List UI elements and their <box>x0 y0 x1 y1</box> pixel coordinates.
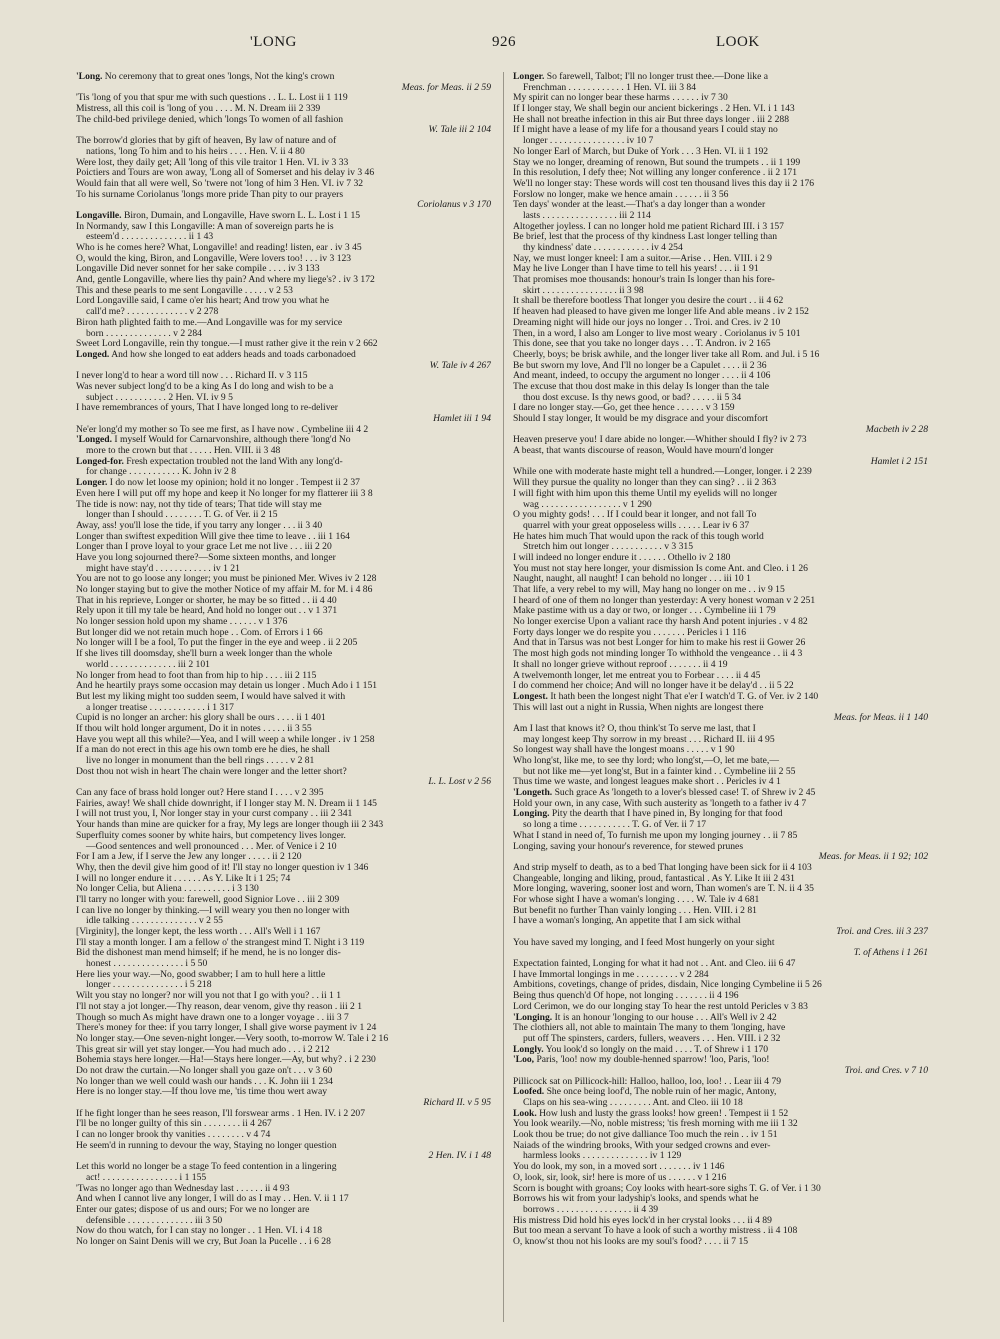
entry-line: That promises moe thousands: honour's train Is longer than his fore- <box>513 275 775 286</box>
entry-line: Should I stay longer, It would be my disgrace and your discomfort <box>513 414 768 424</box>
entry-line: Longly. You look'd so longly on the maid . . . . T. of Shrew i 1 170 <box>513 1044 769 1055</box>
entry-line: Poictiers and Tours are won away, 'Long all of Somerset and his delay iv 3 46 <box>76 168 375 179</box>
entry-line: Richard II. v 5 95 <box>423 1098 491 1108</box>
entry-line: More longing, wavering, sooner lost and worn, Than women's are T. N. ii 4 35 <box>513 884 814 895</box>
entry-line: Longaville. Biron, Dumain, and Longaville, Have sworn L. L. Lost i 1 15 <box>76 210 361 221</box>
running-header <box>0 34 1000 56</box>
headword: Longing. <box>513 809 550 820</box>
entry-line: But too mean a servant To have a look of such a worthy mistress . ii 4 108 <box>513 1226 798 1237</box>
entry-line: Expectation fainted, Longing for what it had not . . Ant. and Cleo. iii 6 47 <box>513 959 796 970</box>
entry-line: No longer stay.—One seven-night longer.—Very sooth, to-morrow W. Tale i 2 16 <box>76 1033 389 1044</box>
entry-line: 'Longing. It is an honour 'longing to our house . . . All's Well iv 2 42 <box>513 1012 777 1023</box>
entry-line: The clothiers all, not able to maintain The many to them 'longing, have <box>513 1023 786 1034</box>
entry-line: No longer Earl of March, but Duke of York . . . 3 Hen. VI. ii 1 192 <box>513 146 769 157</box>
entry-line: I'll not stay a jot longer.—Thy reason, dear venom, give thy reason . iii 2 1 <box>76 1001 363 1012</box>
header-right-word: LOOK <box>716 34 760 50</box>
entry-line: Longing. Pity the dearth that I have pined in, By longing for that food <box>513 809 783 820</box>
entry-line: No longer from head to foot than from hip to hip . . . . iii 2 115 <box>76 670 317 681</box>
entry-line: Hamlet iii 1 94 <box>433 414 491 424</box>
entry-line: I dare no longer stay.—Go, get thee hence . . . . . . v 3 159 <box>513 403 735 414</box>
entry-line: To his surname Coriolanus 'longs more pride Than pity to our prayers <box>76 189 344 200</box>
headword: Longly. <box>513 1044 544 1055</box>
entry-line: Lord Longaville said, I came o'er his heart; And trow you what he <box>76 296 329 307</box>
entry-line: Longed. And how she longed to eat adders heads and toads carbonadoed <box>76 349 356 360</box>
entry-line: Meas. for Meas. ii 2 59 <box>401 82 491 93</box>
entry-line: The child-bed privilege denied, which 'longs To women of all fashion <box>76 114 344 125</box>
entry-line: Superfluity comes sooner by white hairs, but competency lives longer. <box>76 830 346 841</box>
entry-line: 2 Hen. IV. i 1 48 <box>428 1151 491 1162</box>
entry-line: Borrows his wit from your ladyship's looks, and spends what he <box>513 1194 759 1205</box>
entry-line: longer than I should . . . . . . . . T. G. of Ver. ii 2 15 <box>86 510 278 521</box>
entry-line: call'd me? . . . . . . . . . . . . . v 2 278 <box>86 307 219 318</box>
entry-line: Bohemia stays here longer.—Ha!—Stays here longer.—Ay, but why? . i 2 230 <box>76 1055 376 1066</box>
entry-line: My spirit can no longer bear these harms . . . . . . iv 7 30 <box>513 93 728 104</box>
entry-line: Have you long sojourned there?—Some sixteen months, and longer <box>76 552 336 563</box>
headword: Longed. <box>76 349 110 360</box>
entry-line: Rely upon it till my tale be heard, And hold no longer out . . v 1 371 <box>76 606 338 617</box>
entry-line: You do look, my son, in a moved sort . . . . . . . iv 1 146 <box>513 1162 725 1173</box>
entry-line: And that in Tarsus was not best Longer for him to make his rest ii Gower 26 <box>513 638 806 649</box>
entry-line: If he fight longer than he sees reason, I'll forswear arms . 1 Hen. IV. i 2 207 <box>76 1108 366 1119</box>
entry-line: Have you wept all this while?—Yea, and I will weep a while longer . iv 1 258 <box>76 734 375 745</box>
entry-line: idle talking . . . . . . . . . . . . . . v 2 55 <box>86 916 223 927</box>
entry-line: It shall no longer grieve without reproof . . . . . . . ii 4 19 <box>513 659 728 670</box>
entry-line: I will no longer endure it . . . . . . As Y. Like It i 1 25; 74 <box>76 873 291 884</box>
entry-line: act! . . . . . . . . . . . . . . . . i 1 155 <box>86 1172 207 1183</box>
entry-line: May he live Longer than I have time to tell his years! . . . ii 1 91 <box>513 264 759 275</box>
entry-line: This done, see that you take no longer days . . . T. Andron. iv 2 165 <box>513 339 771 350</box>
entry-line: might have stay'd . . . . . . . . . . . . iv 1 21 <box>86 563 240 574</box>
entry-line: Who is he comes here? What, Longaville! and reading! listen, ear . iv 3 45 <box>76 243 362 253</box>
entry-line: What I stand in need of, To furnish me upon my longing journey . . ii 7 85 <box>513 830 798 841</box>
headword: Longest. <box>513 691 548 702</box>
entry-line: may longest keep Thy sorrow in my breast . . . Richard II. iii 4 95 <box>523 734 775 745</box>
entry-line: This great sir will yet stay longer.—You had much ado . . . i 2 212 <box>76 1044 330 1055</box>
entry-line: Your hands than mine are quicker for a fray, My legs are longer though iii 2 343 <box>76 820 384 831</box>
entry-line: O, would the king, Biron, and Longaville, Were lovers too! . . . iv 3 123 <box>76 253 352 264</box>
entry-line: Coriolanus v 3 170 <box>417 200 491 211</box>
entry-line: Frenchman . . . . . . . . . . . . 1 Hen. VI. iii 3 84 <box>523 82 697 93</box>
entry-line: And he heartily prays some occasion may detain us longer . Much Ado i 1 151 <box>76 681 378 692</box>
entry-line: I will not trust you, I, Nor longer stay in your curst company . . iii 2 341 <box>76 809 353 820</box>
entry-line: For whose sight I have a woman's longing . . . . W. Tale iv 4 681 <box>513 894 760 905</box>
entry-line: The excuse that thou dost make in this delay Is longer than the tale <box>513 381 770 392</box>
entry-line: 'Loo, Paris, 'loo! now my double-henned sparrow! 'loo, Paris, 'loo! <box>513 1055 770 1066</box>
entry-line: He hates him much That would upon the rack of this tough world <box>513 531 764 542</box>
entry-line: I can live no longer by thinking.—I will weary you then no longer with <box>76 905 350 916</box>
entry-line: for change . . . . . . . . . . . K. John iv 2 8 <box>86 467 237 478</box>
headword: Longer. <box>513 72 545 82</box>
right-column <box>513 72 928 1248</box>
entry-line: Longaville Did never sonnet for her sake compile . . . . iv 3 133 <box>76 264 320 275</box>
entry-line: Cupid is no longer an archer: his glory shall be ours . . . . ii 1 401 <box>76 713 326 724</box>
entry-line: I'll stay a month longer. I am a fellow o' the strangest mind T. Night i 3 119 <box>76 937 365 948</box>
entry-line: Longest. It hath been the longest night That e'er I watch'd T. G. of Ver. iv 2 140 <box>513 691 819 702</box>
entry-line: skirt . . . . . . . . . . . . . . . . ii 3 98 <box>523 285 644 296</box>
entry-line: Look thou be true; do not give dalliance Too much the rein . . iv 1 51 <box>513 1130 778 1141</box>
entry-line: For I am a Jew, if I serve the Jew any longer . . . . . ii 2 120 <box>76 852 302 863</box>
entry-line: Do not draw the curtain.—No longer shall you gaze on't . . . v 3 60 <box>76 1065 333 1076</box>
entry-line: But lest my liking might too sudden seem, I would have salved it with <box>76 691 346 702</box>
entry-line: I will indeed no longer endure it . . . . . . Othello iv 2 180 <box>513 552 731 563</box>
entry-line: O you mighty gods! . . . If I could bear it longer, and not fall To <box>513 510 757 521</box>
entry-line: Can any face of brass hold longer out? Here stand I . . . . v 2 395 <box>76 788 324 799</box>
entry-line: Longer than I prove loyal to your grace Let me not live . . . iii 2 20 <box>76 542 332 553</box>
entry-line: Be but sworn my love, And I'll no longer be a Capulet . . . . ii 2 36 <box>513 360 767 371</box>
entry-line: honest . . . . . . . . . . . . . . . i 5 50 <box>86 959 208 970</box>
entry-line: world . . . . . . . . . . . . . . iii 2 101 <box>86 659 210 670</box>
entry-line: defensible . . . . . . . . . . . . . . iii 3 50 <box>86 1215 223 1226</box>
entry-line: You must not stay here longer, your dismission Is come Ant. and Cleo. i 1 26 <box>513 563 808 574</box>
entry-line: I will fight with him upon this theme Until my eyelids will no longer <box>513 488 778 499</box>
entry-line: No longer on Saint Denis will we cry, But Joan la Pucelle . . i 6 28 <box>76 1236 331 1247</box>
entry-line: Thus time we waste, and longest leagues make short . . Pericles iv 4 1 <box>513 777 781 788</box>
entry-line: Even here I will put off my hope and keep it No longer for my flatterer iii 3 8 <box>76 488 373 499</box>
entry-line: No longer exercise Upon a valiant race thy harsh And potent injuries . v 4 82 <box>513 617 808 628</box>
entry-line: If I might have a lease of my life for a thousand years I could stay no <box>513 125 778 136</box>
entry-line: more to the crown but that . . . . . Hen. VIII. ii 3 48 <box>86 446 281 457</box>
entry-line: live no longer in monument than the bell rings . . . . . v 2 81 <box>86 756 315 766</box>
entry-line: I have a woman's longing, An appetite that I am sick withal <box>513 916 741 927</box>
headword: 'Longed. <box>76 435 112 446</box>
entry-line: I heard of one of them no longer than yesterday: A very honest woman v 2 251 <box>513 595 816 606</box>
entry-line: harmless looks . . . . . . . . . . . . . . iv 1 129 <box>523 1151 682 1162</box>
entry-line: T. of Athens i 1 261 <box>853 948 928 959</box>
entry-line: Claps on his sea-wing . . . . . . . . . Ant. and Cleo. iii 10 18 <box>523 1098 743 1108</box>
entry-line: So longest way shall have the longest moans . . . . . v 1 90 <box>513 745 735 756</box>
entry-line: 'Long. No ceremony that to great ones 'longs, Not the king's crown <box>76 72 335 82</box>
entry-line: Here is no longer stay.—If thou love me, 'tis time thou wert away <box>76 1087 328 1098</box>
entry-line: I'll tarry no longer with you: farewell, good Signior Love . . iii 2 309 <box>76 894 340 905</box>
entry-line: He seem'd in running to devour the way, Staying no longer question <box>76 1140 337 1151</box>
entry-line: Am I last that knows it? O, thou think'st To serve me last, that I <box>513 723 756 734</box>
entry-line: If thou wilt hold longer argument, Do it in notes . . . . . ii 3 55 <box>76 723 312 734</box>
entry-line: No longer will I be a fool, To put the finger in the eye and weep . ii 2 205 <box>76 638 358 649</box>
entry-line: Were lost, they daily get; All 'long of this vile traitor 1 Hen. VI. iv 3 33 <box>76 157 349 168</box>
entry-line: If I longer stay, We shall begin our ancient bickerings . 2 Hen. VI. i 1 143 <box>513 104 795 115</box>
entry-line: O, know'st thou not his looks are my soul's food? . . . . ii 7 15 <box>513 1236 749 1247</box>
entry-line: Nay, we must longer kneel: I am a suitor.—Arise . . Hen. VIII. i 2 9 <box>513 253 772 264</box>
entry-line: Forslow no longer, make we hence amain . . . . . . ii 3 56 <box>513 189 729 200</box>
entry-line: No longer than we well could wash our hands . . . K. John iii 1 234 <box>76 1076 333 1087</box>
entry-line: You are not to go loose any longer; you must be pinioned Mer. Wives iv 2 128 <box>76 574 377 585</box>
header-left-word: 'LONG <box>250 34 297 50</box>
entry-line: W. Tale iv 4 267 <box>429 360 491 371</box>
entry-line: Away, ass! you'll lose the tide, if you tarry any longer . . . ii 3 40 <box>76 520 323 531</box>
left-column <box>76 72 491 1248</box>
headword: 'Longing. <box>513 1012 553 1023</box>
entry-line: And when I cannot live any longer, I will do as I may . . Hen. V. ii 1 17 <box>76 1194 349 1205</box>
entry-line: The tide is now: nay, not thy tide of tears; That tide will stay me <box>76 499 322 510</box>
entry-line: And meant, indeed, to occupy the argument no longer . . . . ii 4 106 <box>513 371 771 382</box>
headword: Loofed. <box>513 1087 545 1098</box>
entry-line: a longer treatise . . . . . . . . . . . . i 1 317 <box>86 702 234 713</box>
entry-line: thou dost excuse. Is thy news good, or bad? . . . . . ii 5 34 <box>523 392 742 403</box>
entry-line: In this resolution, I defy thee; Not willing any longer conference . ii 2 171 <box>513 168 798 179</box>
entry-line: Ambitions, covetings, change of prides, disdain, Nice longing Cymbeline ii 5 26 <box>513 980 822 991</box>
headword: Longaville. <box>76 210 122 221</box>
entry-line: No longer Celia, but Aliena . . . . . . . . . . i 3 130 <box>76 884 259 895</box>
entry-line: But longer did we not retain much hope . . Com. of Errors i 1 66 <box>76 627 323 638</box>
entry-line: I'll be no longer guilty of this sin . . . . . . . . ii 4 267 <box>76 1119 272 1130</box>
entry-line: The borrow'd glories that by gift of heaven, By law of nature and of <box>76 136 337 147</box>
headword: Look. <box>513 1108 537 1119</box>
entry-line: A twelvemonth longer, let me entreat you to Forbear . . . . ii 4 45 <box>513 670 761 681</box>
entry-line: A beast, that wants discourse of reason, Would have mourn'd longer <box>513 446 774 457</box>
entry-line: Mistress, all this coil is 'long of you . . . . M. N. Dream iii 2 339 <box>76 104 321 115</box>
entry-line: longer . . . . . . . . . . . . . . . i 5 218 <box>86 980 212 991</box>
entry-line: Here lies your way.—No, good swabber; I am to hull here a little <box>76 969 326 980</box>
entry-line: I do commend her choice; And will no longer have it be delay'd . . ii 5 22 <box>513 681 794 692</box>
entry-line: Hamlet i 2 151 <box>870 456 928 467</box>
entry-line: Pillicock sat on Pillicock-hill: Halloo, halloo, loo, loo! . . Lear iii 4 79 <box>513 1076 782 1087</box>
entry-line: Troi. and Cres. v 7 10 <box>844 1065 928 1076</box>
entry-line: No longer session hold upon my shame . . . . . . v 1 376 <box>76 617 288 628</box>
entry-line: Changeable, longing and liking, proud, fantastical . As Y. Like It iii 2 431 <box>513 873 795 884</box>
entry-line: 'Longeth. Such grace As 'longeth to a lover's blessed case! T. of Shrew iv 2 45 <box>513 788 816 799</box>
headword: 'Loo, <box>513 1055 535 1066</box>
column-divider <box>503 72 504 1322</box>
entry-line: 'Longed. I myself Would for Carnarvonshire, although there 'long'd No <box>76 435 351 446</box>
entry-line: Longer than swiftest expedition Will give thee time to leave . . iii 1 164 <box>76 531 350 542</box>
entry-line: Though so much As might have drawn one to a longer voyage . . iii 3 7 <box>76 1012 349 1023</box>
entry-line: I can no longer brook thy vanities . . . . . . . . v 4 74 <box>76 1130 271 1141</box>
entry-line: Hold your own, in any case, With such austerity as 'longeth to a father iv 4 7 <box>513 798 807 809</box>
entry-line: That life, a very rebel to my will, May hang no longer on me . . iv 9 15 <box>513 585 785 595</box>
entry-line: lasts . . . . . . . . . . . . . . . . iii 2 114 <box>523 210 651 221</box>
entry-line: subject . . . . . . . . . . . 2 Hen. VI. iv 9 5 <box>86 392 233 403</box>
entry-line: Was never subject long'd to be a king As I do long and wish to be a <box>76 381 334 392</box>
entry-line: Sweet Lord Longaville, rein thy tongue.—I must rather give it the rein v 2 662 <box>76 339 378 350</box>
entry-line: We'll no longer stay: These words will cost ten thousand lives this day ii 2 176 <box>513 178 815 189</box>
entry-line: borrows . . . . . . . . . . . . . . . . ii 4 39 <box>523 1204 659 1215</box>
entry-line: Look. How lush and lusty the grass looks! how green! . Tempest ii 1 52 <box>513 1108 789 1119</box>
entry-line: If heaven had pleased to have given me longer life And able means . iv 2 152 <box>513 307 809 318</box>
entry-line: Fairies, away! We shall chide downright, if I longer stay M. N. Dream ii 1 145 <box>76 798 377 809</box>
entry-line: I never long'd to hear a word till now . . . Richard II. v 3 115 <box>76 371 308 382</box>
entry-line: Being thus quench'd Of hope, not longing . . . . . . . ii 4 196 <box>513 991 739 1002</box>
entry-line: born . . . . . . . . . . . . . . v 2 284 <box>86 328 202 339</box>
entry-line: longer . . . . . . . . . . . . . . . . iv 10 7 <box>523 136 654 147</box>
entry-line: Be brief, lest that the process of thy kindness Last longer telling than <box>513 232 778 243</box>
entry-line: W. Tale iii 2 104 <box>428 125 491 136</box>
entry-line: Bid the dishonest man mend himself; if he mend, he is no longer dis- <box>76 948 341 959</box>
entry-line: Meas. for Meas. ii 1 92; 102 <box>818 852 928 863</box>
entry-line: thy kindness' date . . . . . . . . . . . . iv 4 254 <box>523 243 683 253</box>
entry-line: Let this world no longer be a stage To feed contention in a lingering <box>76 1162 337 1173</box>
entry-line: Longed-for. Fresh expectation troubled not the land With any long'd- <box>76 456 343 467</box>
entry-line: Loofed. She once being loof'd, The noble ruin of her magic, Antony, <box>513 1087 777 1098</box>
entry-line: You look wearily.—No, noble mistress; 'tis fresh morning with me iii 1 32 <box>513 1119 798 1130</box>
entry-line: Dreaming night will hide our joys no longer . . Troi. and Cres. iv 2 10 <box>513 317 781 328</box>
entry-line: put off The spinsters, carders, fullers, weavers . . . Hen. VIII. i 2 32 <box>523 1033 781 1044</box>
entry-line: Then, in a word, I also am Longer to live most weary . Coriolanus iv 5 101 <box>513 328 801 339</box>
entry-line: Longer. I do now let loose my opinion; hold it no longer . Tempest ii 2 37 <box>76 478 360 489</box>
entry-line: Stretch him out longer . . . . . . . . . . . v 3 315 <box>523 542 694 553</box>
entry-line: Ne'er long'd my mother so To see me first, as I have now . Cymbeline iii 4 2 <box>76 424 369 435</box>
entry-line: Troi. and Cres. iii 3 237 <box>836 927 928 937</box>
entry-line: Will they pursue the quality no longer than they can sing? . . ii 2 363 <box>513 478 777 489</box>
entry-line: You have saved my longing, and I feed Most hungerly on your sight <box>513 937 775 948</box>
headword: 'Long. <box>76 72 103 82</box>
entry-line: He shall not breathe infection in this air But three days longer . iii 2 288 <box>513 114 790 125</box>
entry-line: but not like me—yet long'st, But in a fainter kind . . Cymbeline iii 2 55 <box>523 766 796 777</box>
entry-line: I have remembrances of yours, That I have longed long to re-deliver <box>76 403 338 414</box>
entry-line: And strip myself to death, as to a bed That longing have been sick for ii 4 103 <box>513 862 812 873</box>
entry-line: nations, 'long To him and to his heirs . . . . Hen. V. ii 4 80 <box>86 146 305 157</box>
entry-line: If a man do not erect in this age his own tomb ere he dies, he shall <box>76 745 330 756</box>
entry-line: And, gentle Longaville, where lies thy pain? And where my liege's? . iv 3 172 <box>76 275 375 286</box>
entry-line: esteem'd . . . . . . . . . . . . . . ii 1 43 <box>86 232 214 243</box>
entry-line: Naught, naught, all naught! I can behold no longer . . . iii 10 1 <box>513 574 751 585</box>
entry-line: The most high gods not minding longer To withhold the vengeance . . ii 4 3 <box>513 649 803 660</box>
entry-line: His mistress Did hold his eyes lock'd in her crystal looks . . . ii 4 89 <box>513 1215 772 1226</box>
entry-line: 'Tis 'long of you that spur me with such questions . . L. L. Lost ii 1 119 <box>76 93 348 104</box>
entry-line: I have Immortal longings in me . . . . . . . . . v 2 284 <box>513 969 709 980</box>
entry-line: In Normandy, saw I this Longaville: A man of sovereign parts he is <box>76 221 334 232</box>
entry-line: quarrel with your great opposeless wills . . . . . Lear iv 6 37 <box>523 520 750 531</box>
entry-line: If she lives till doomsday, she'll burn a week longer than the whole <box>76 649 333 660</box>
entry-line: Macbeth iv 2 28 <box>865 424 928 435</box>
entry-line: Forty days longer we do respite you . . . . . . . Pericles i 1 116 <box>513 627 747 638</box>
entry-line: Why, then the devil give him good of it! I'll stay no longer question iv 1 346 <box>76 862 369 873</box>
entry-line: No longer staying but to give the mother Notice of my affair M. for M. i 4 86 <box>76 585 373 595</box>
entry-line: wag . . . . . . . . . . . . . . . . . v 1 290 <box>523 499 652 510</box>
headword: Longed-for. <box>76 456 124 467</box>
entry-line: Biron hath plighted faith to me.—And Longaville was for my service <box>76 317 343 328</box>
entry-line: Meas. for Meas. ii 1 140 <box>833 713 928 724</box>
entry-line: Scorn is bought with groans; Coy looks with heart-sore sighs T. G. of Ver. i 1 30 <box>513 1183 821 1194</box>
entry-line: O, look, sir, look, sir! here is more of us . . . . . . v 1 216 <box>513 1172 727 1183</box>
entry-line: Stay we no longer, dreaming of renown, But sound the trumpets . . ii 1 199 <box>513 157 801 168</box>
entry-line: Altogether joyless. I can no longer hold me patient Richard III. i 3 157 <box>513 221 784 232</box>
entry-line: Enter our gates; dispose of us and ours; For we no longer are <box>76 1204 310 1215</box>
entry-line: But benefit no further Than vainly longing . . . Hen. VIII. i 2 81 <box>513 905 757 916</box>
entry-line: L. L. Lost v 2 56 <box>428 777 491 788</box>
entry-line: Lord Cerimon, we do our longing stay To hear the rest untold Pericles v 3 83 <box>513 1001 808 1012</box>
entry-line: Longer. So farewell, Talbot; I'll no longer trust thee.—Done like a <box>513 72 768 82</box>
page-number: 926 <box>492 34 516 50</box>
entry-line: so long a time . . . . . . . . . . . T. G. of Ver. ii 7 17 <box>523 820 707 831</box>
headword: 'Longeth. <box>513 788 553 799</box>
entry-line: [Virginity], the longer kept, the less worth . . . All's Well i 1 167 <box>76 927 321 937</box>
entry-line: Cheerly, boys; be brisk awhile, and the longer liver take all Rom. and Jul. i 5 16 <box>513 349 820 360</box>
entry-line: Now do thou watch, for I can stay no longer . . 1 Hen. VI. i 4 18 <box>76 1226 323 1237</box>
entry-line: 'Twas no longer ago than Wednesday last . . . . . . ii 4 93 <box>76 1183 290 1194</box>
entry-line: —Good sentences and well pronounced . . . Mer. of Venice i 2 10 <box>86 841 337 852</box>
entry-line: Heaven preserve you! I dare abide no longer.—Whither should I fly? iv 2 73 <box>513 435 807 446</box>
entry-line: Naiads of the windring brooks, With your sedged crowns and ever- <box>513 1140 771 1151</box>
entry-line: Make pastime with us a day or two, or longer . . . Cymbeline iii 1 79 <box>513 606 776 617</box>
headword: Longer. <box>76 478 108 489</box>
entry-line: Ten days' wonder at the least.—That's a day longer than a wonder <box>513 200 766 211</box>
entry-line: It shall be therefore bootless That longer you desire the court . . ii 4 62 <box>513 296 784 307</box>
entry-line: This will last out a night in Russia, When nights are longest there <box>513 702 764 713</box>
entry-line: Dost thou not wish in heart The chain were longer and the letter short? <box>76 766 347 777</box>
entry-line: Longing, saving your honour's reverence, for stewed prunes <box>513 841 744 852</box>
entry-line: Wilt you stay no longer? nor will you not that I go with you? . . ii 1 1 <box>76 991 342 1002</box>
entry-line: Who long'st, like me, to see thy lord; who long'st,—O, let me bate,— <box>513 756 779 766</box>
entry-line: Would fain that all were well, So 'twere not 'long of him 3 Hen. VI. iv 7 32 <box>76 178 364 189</box>
entry-line: There's money for thee: if you tarry longer, I shall give worse payment iv 1 24 <box>76 1023 377 1034</box>
entry-line: This and these pearls to me sent Longaville . . . . . v 2 53 <box>76 285 293 296</box>
entry-line: While one with moderate haste might tell a hundred.—Longer, longer. i 2 239 <box>513 467 812 478</box>
entry-line: That in his reprieve, Longer or shorter, he may be so fitted . . ii 4 40 <box>76 595 337 606</box>
